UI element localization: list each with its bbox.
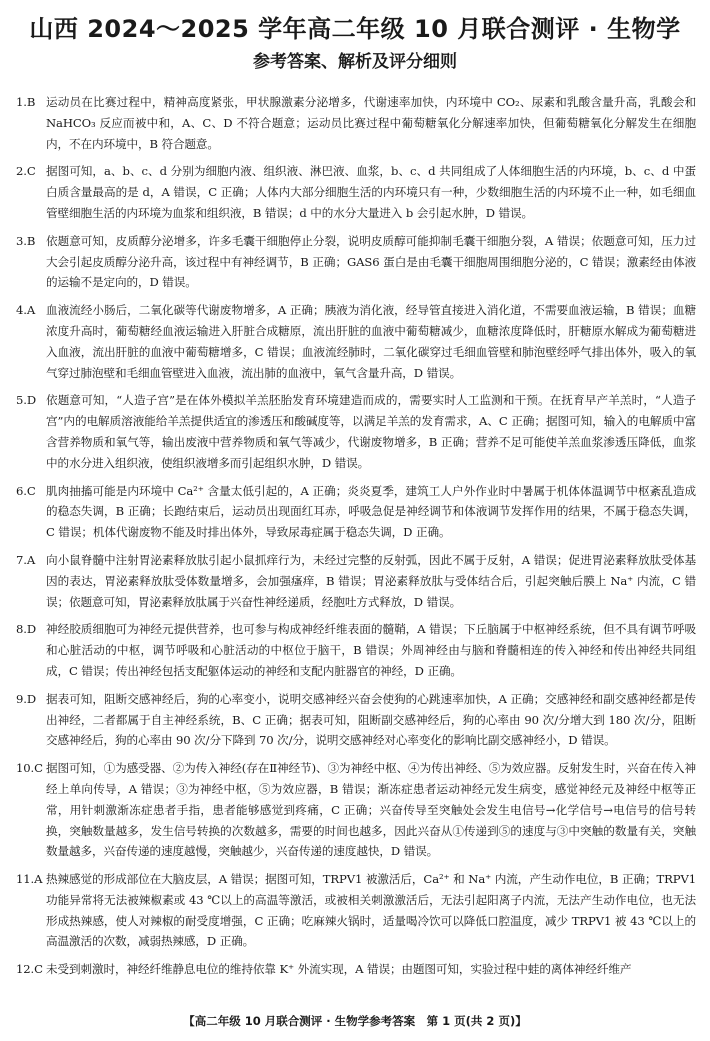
answer-number: 6.C [16,483,36,498]
answer-explanation: 神经胶质细胞可为神经元提供营养，也可参与构成神经纤维表面的髓鞘，A 错误；下丘脑属于中枢神经系统，但不具有调节呼吸和心脏活动的中枢，调节呼吸和心脏活动的中枢位于脑干，B 错误；外周神经由与脑和脊髓相连的传入神经和传出神经共同组成，C 错误；传出神经包括支配躯体运动的神经和支配内脏器官的神经，D 正确。 [46,622,696,678]
answer-number: 4.A [16,303,36,318]
answer-item [16,959,696,980]
answer-number: 2.C [16,164,36,179]
answer-item [16,758,696,862]
answer-number: 8.D [16,622,37,637]
answer-explanation: 运动员在比赛过程中，精神高度紧张，甲状腺激素分泌增多，代谢速率加快，内环境中 CO₂、尿素和乳酸含量升高，乳酸会和 NaHCO₃ 反应而被中和，A、C、D 不符合题意；运动员比赛过程中葡萄糖氧化分解速率加快，但葡萄糖氧化分解发生在细胞内，不在内环境中，B 符合题意。 [46,95,696,151]
answer-number: 7.A [16,552,36,567]
page-subtitle: 参考答案、解析及评分细则 [253,52,457,72]
answer-item [16,481,696,543]
answer-item [16,161,696,223]
answer-explanation: 依题意可知，“人造子宫”是在体外模拟羊羔胚胎发育环境建造而成的，需要实时人工监测和干预。在抚育早产羊羔时，“人造子宫”内的电解质溶液能给羊羔提供适宜的渗透压和酸碱度等，以满足羊羔的发育需求，A、C 正确；据图可知，输入的电解质中富含营养物质和氧气等，输出废液中营养物质和氧气等减少，代谢废物增多，B 正确；营养不足可能使羊羔血浆渗透压降低，血浆中的水分进入组织液，使组织液增多而引起组织水肿，D 错误。 [46,393,696,470]
answer-explanation: 向小鼠脊髓中注射胃泌素释放肽引起小鼠抓痒行为，未经过完整的反射弧，因此不属于反射，A 错误；促进胃泌素释放肽受体基因的表达，胃泌素释放肽受体数量增多，会加强瘙痒，B 错误；胃泌素释放肽与受体结合后，引起突触后膜上 Na⁺ 内流，C 错误；依题意可知，胃泌素释放肽属于兴奋性神经递质，经胞吐方式释放，D 错误。 [46,552,696,609]
answer-explanation: 据图可知，①为感受器、②为传入神经(存在Ⅱ神经节)、③为神经中枢、④为传出神经、⑤为效应器。反射发生时，兴奋在传入神经上单向传导，A 错误；③为神经中枢，⑤为效应器，B 错误；渐冻症患者运动神经元发生病变，感觉神经元及神经中枢等正常，用针刺激渐冻症患者手指，患者能够感觉到疼痛，C 正确；兴奋传导至突触处会发生电信号→化学信号→电信号的信号转换，突触数量越多，发生信号转换的次数越多，需要的时间也越多，因此兴奋从①传递到⑤的速度与③中突触的数量有关，突触数量越多，兴奋传递的速度越慢，突触越少，兴奋传递的速度越快，D 错误。 [46,761,696,859]
answer-number: 10.C [16,761,43,776]
answer-explanation: 血液流经小肠后，二氧化碳等代谢废物增多，A 正确；胰液为消化液，经导管直接进入消化道，不需要血液运输，B 错误；血糖浓度升高时，葡萄糖经血液运输进入肝脏合成糖原，流出肝脏的血液中葡萄糖减少，血糖浓度降低时，肝糖原水解成为葡萄糖进入血液，流出肝脏的血液中葡萄糖增多，C 错误；血液流经肺时，二氧化碳穿过毛细血管壁和肺泡壁经呼气排出体外，吸入的氧气穿过肺泡壁和毛细血管壁进入血液，流出肺的血液中，氧气含量升高，D 错误。 [46,303,696,380]
page-title: 山西 2024～2025 学年高二年级 10 月联合测评 · 生物学 [29,15,681,43]
answer-explanation: 肌肉抽搐可能是内环境中 Ca²⁺ 含量太低引起的，A 正确；炎炎夏季，建筑工人户外作业时中暑属于机体体温调节中枢紊乱造成的稳态失调，B 正确；长跑结束后，运动员出现面红耳赤，呼吸急促是神经调节和体液调节发挥作用的结果，不属于稳态失调，C 错误；机体代谢废物不能及时排出体外，导致尿毒症属于稳态失调，D 正确。 [46,483,696,540]
answer-item [16,619,696,681]
answer-number: 12.C [16,962,43,977]
answer-list [16,92,696,985]
answer-item [16,550,696,612]
answer-explanation: 据表可知，阻断交感神经后，狗的心率变小，说明交感神经兴奋会使狗的心跳速率加快，A 正确；交感神经和副交感神经都是传出神经，二者都属于自主神经系统，B、C 正确；据表可知，阻断副交感神经后，狗的心率由 90 次/分增大到 180 次/分，阻断交感神经后，狗的心率由 90 次/分下降到 70 次/分，说明交感神经对心率变化的影响比副交感神经小，D 错误。 [46,691,696,748]
answer-number: 5.D [16,393,37,408]
answer-explanation: 依题意可知，皮质醇分泌增多，许多毛囊干细胞停止分裂，说明皮质醇可能抑制毛囊干细胞分裂，A 错误；依题意可知，压力过大会引起皮质醇分泌升高，该过程中有神经调节，B 正确；GAS6 蛋白是由毛囊干细胞周围细胞分泌的，C 错误；激素经由体液的运输不是定向的，D 错误。 [46,233,696,290]
answer-item [16,300,696,383]
page-footer: 【高二年级 10 月联合测评 · 生物学参考答案 第 1 页(共 2 页)】 [183,1014,527,1028]
answer-number: 11.A [16,872,43,887]
answer-number: 3.B [16,233,36,248]
answer-number: 1.B [16,95,36,109]
answer-item [16,689,696,751]
answer-explanation: 热辣感觉的形成部位在大脑皮层，A 错误；据图可知，TRPV1 被激活后，Ca²⁺ 和 Na⁺ 内流，产生动作电位，B 正确；TRPV1 功能异常将无法被辣椒素或 43 ℃以上的高温等激活，或被相关刺激激活后，无法引起阳离子内流，无法产生动作电位，也无法形成热辣感，使人对辣椒的耐受度增强，C 正确；吃麻辣火锅时，适量喝冷饮可以降低口腔温度，减少 TRPV1 被 43 ℃以上的高温激活的次数，减弱热辣感，D 正确。 [46,872,696,949]
answer-item [16,231,696,293]
answer-item [16,869,696,952]
answer-number: 9.D [16,691,37,706]
answer-explanation: 据图可知，a、b、c、d 分别为细胞内液、组织液、淋巴液、血浆，b、c、d 共同组成了人体细胞生活的内环境，b、c、d 中蛋白质含量最高的是 d，A 错误，C 正确；人体内大部分细胞生活的内环境只有一种，少数细胞生活的内环境不止一种，如毛细血管壁细胞生活的内环境为血浆和组织液，B 错误；d 中的水分大量进入 b 会引起水肿，D 错误。 [46,164,696,220]
answer-item [16,390,696,473]
answer-explanation: 未受到刺激时，神经纤维静息电位的维持依靠 K⁺ 外流实现，A 错误；由题图可知，实验过程中蛙的离体神经纤维产 [46,962,632,977]
answer-item [16,92,696,154]
